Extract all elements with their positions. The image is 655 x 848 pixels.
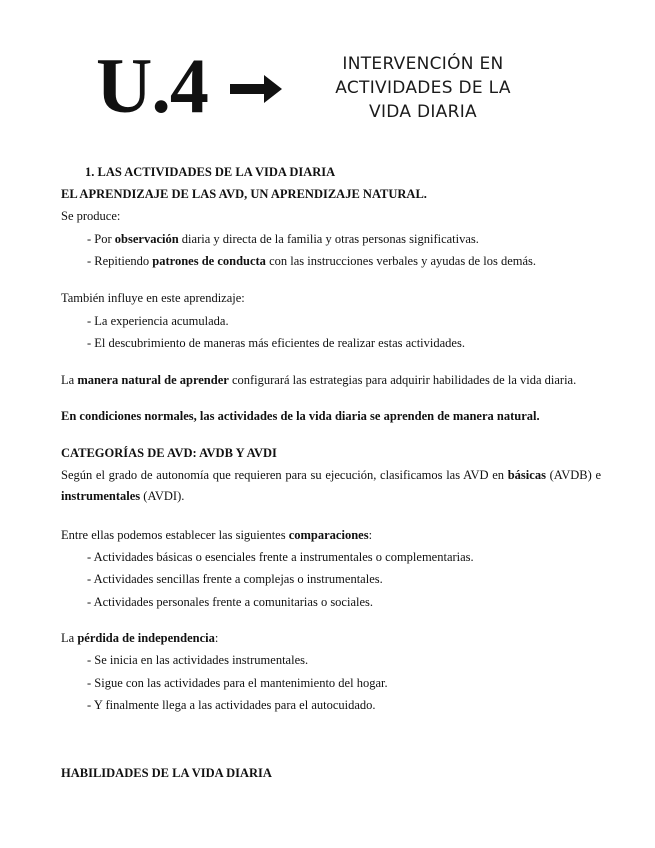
unit-number: U.4 [96, 42, 208, 129]
list-item: - Actividades básicas o esenciales frente a instrumentales o complementarias. [87, 550, 474, 564]
section-heading: HABILIDADES DE LA VIDA DIARIA [61, 766, 272, 780]
unit-title-line: VIDA DIARIA [369, 102, 477, 122]
subheading: EL APRENDIZAJE DE LAS AVD, UN APRENDIZAJE NATURAL. [61, 187, 427, 201]
list-item: - Por observación diaria y directa de la familia y otras personas significativas. [87, 232, 479, 246]
paragraph: También influye en este aprendizaje: [61, 291, 245, 305]
list-item: - Se inicia en las actividades instrumentales. [87, 653, 309, 667]
paragraph: La pérdida de independencia: [61, 631, 219, 645]
unit-title-line: INTERVENCIÓN EN [342, 54, 504, 74]
right-arrow-icon [228, 72, 284, 106]
section-heading: 1. LAS ACTIVIDADES DE LA VIDA DIARIA [85, 165, 336, 179]
unit-title-line: ACTIVIDADES DE LA [335, 78, 511, 98]
list-item: - Y finalmente llega a las actividades para el autocuidado. [87, 698, 376, 712]
list-item: - El descubrimiento de maneras más eficientes de realizar estas actividades. [87, 336, 465, 350]
list-item: - Actividades sencillas frente a complejas o instrumentales. [87, 572, 383, 586]
paragraph: La manera natural de aprender configurará las estrategias para adquirir habilidades de la vida diaria. [61, 373, 577, 387]
section-heading: CATEGORÍAS DE AVD: AVDB Y AVDI [61, 446, 277, 460]
paragraph: Según el grado de autonomía que requieren para su ejecución, clasificamos las AVD en básicas (AVDB) e instrumentales (AVDI). [61, 468, 601, 503]
conclusion: En condiciones normales, las actividades de la vida diaria se aprenden de manera natural. [61, 409, 540, 423]
list-item: - La experiencia acumulada. [87, 314, 229, 328]
paragraph: Se produce: [61, 209, 121, 223]
list-item: - Repitiendo patrones de conducta con las instrucciones verbales y ayudas de los demás. [87, 254, 536, 268]
list-item: - Sigue con las actividades para el mantenimiento del hogar. [87, 676, 388, 690]
list-item: - Actividades personales frente a comunitarias o sociales. [87, 595, 374, 609]
paragraph: Entre ellas podemos establecer las siguientes comparaciones: [61, 528, 373, 542]
unit-title [318, 52, 528, 124]
